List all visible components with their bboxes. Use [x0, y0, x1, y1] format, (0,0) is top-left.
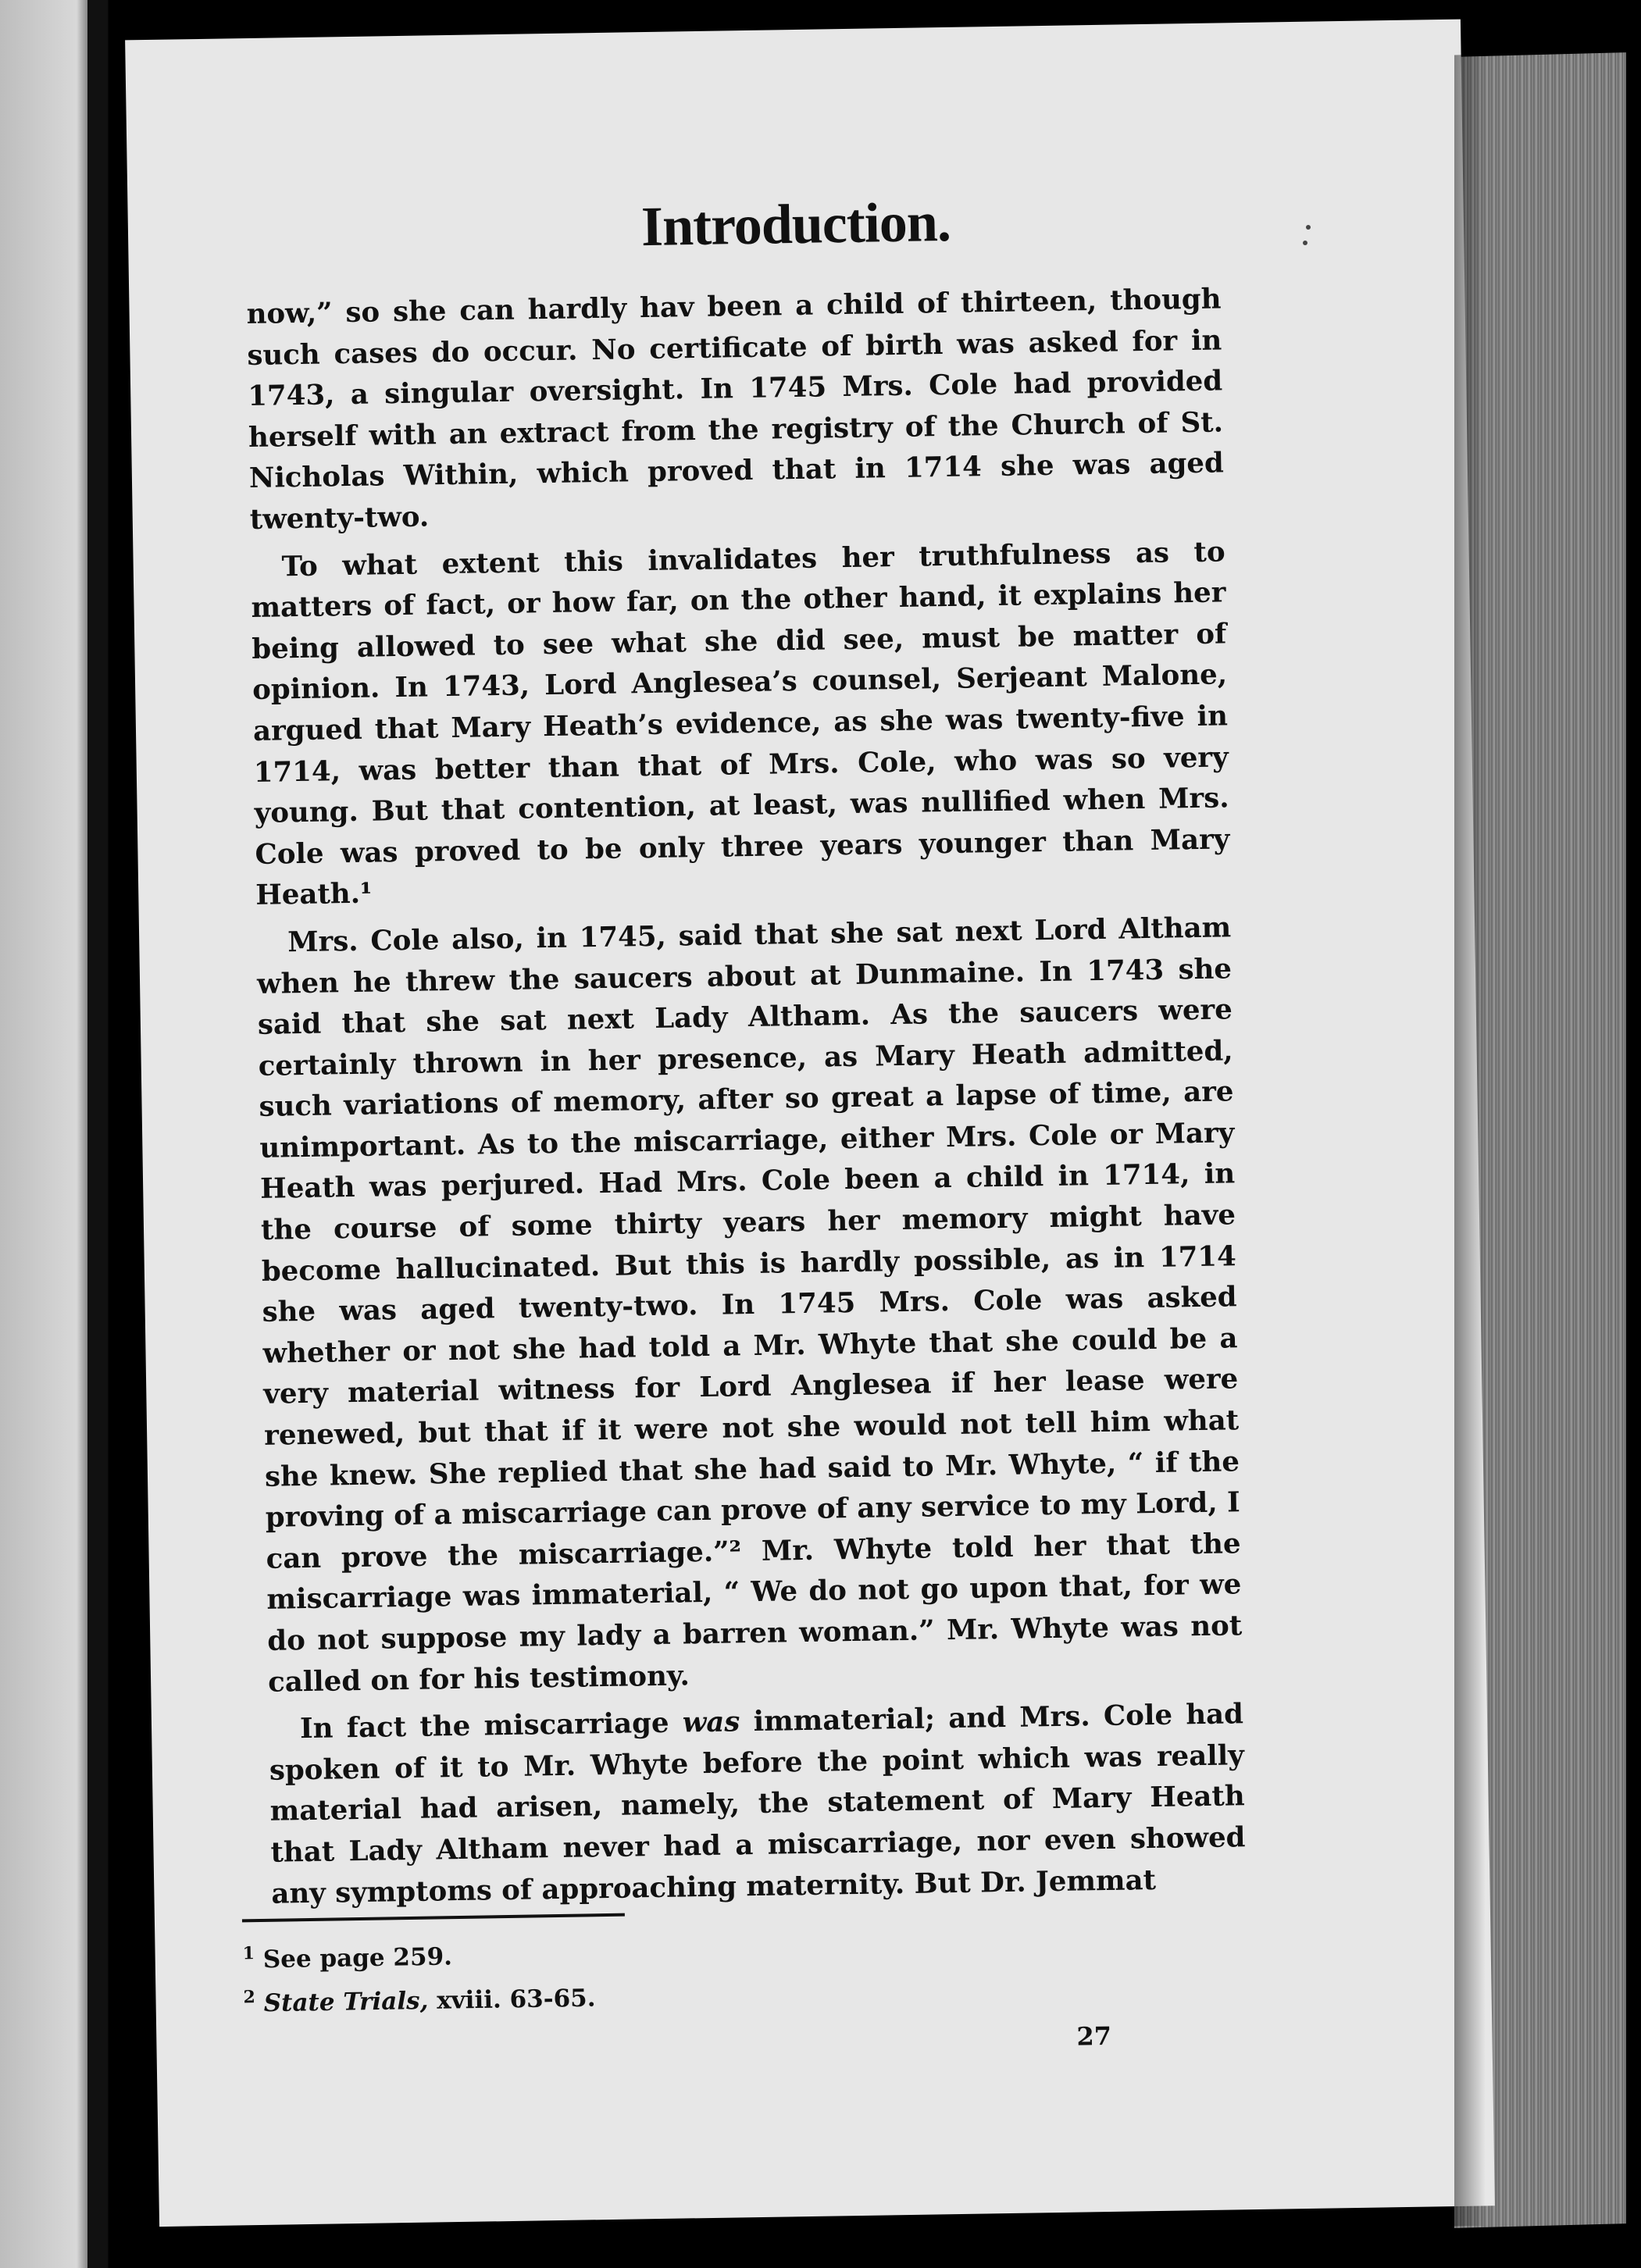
footnote-text: xviii. 63-65. [428, 1984, 596, 2016]
footnote-divider [242, 1913, 625, 1923]
paragraph: Mrs. Cole also, in 1745, said that she sat next Lord Altham when he threw the saucers about at Dunmaine. In 1743 she said that she sat next Lady Altham. As the saucers were certainly thrown in her presence, as Mary Heath admitted, such variations of memory, after so great a lapse of time, are unimportant. As to the miscarriage, either Mrs. Cole or Mary Heath was perjured. Had Mrs. Cole been a child in 1714, in the course of some thirty years her memory might have become hallucinated. But this is hardly possible, as in 1714 she was aged twenty-two. In 1745 Mrs. Cole was asked whether or not she had told a Mr. Whyte that she could be a very material witness for Lord Anglesea if her lease were renewed, but that if it were not she would not tell him what she knew. She replied that she had said to Mr. Whyte, “ if the proving of a miscarriage can prove of any service to my Lord, I can prove the miscarriage.”² Mr. Whyte told her that the miscarriage was immaterial, “ We do not go upon that, for we do not suppose my lady a barren woman.” Mr. Whyte was not called on for his testimony. [256, 911, 1243, 1699]
footnote-mark: 1 [242, 1943, 255, 1964]
paragraph: now,” so she can hardly hav been a child of thirteen, though such cases do occur. No certificate of birth was asked for in 1743, a singular oversight. In 1745 Mrs. Cole had provided herself with an extract from the registry of the Church of St. Nicholas Within, which proved that in 1714 she was aged twenty-two. [246, 283, 1225, 536]
dust-speck [1306, 225, 1311, 230]
page-title: Introduction. [640, 190, 951, 259]
footnotes [242, 1924, 947, 2023]
page-edge-shadow [1454, 54, 1486, 2226]
footnote-text: See page 259. [262, 1942, 453, 1974]
paragraph-text: immaterial; and Mrs. Cole had spoken of it to Mr. Whyte before the point which was really material had arisen, namely, the statement of Mary Heath that Lady Altham never had a miscarriage, nor even showed any symptoms of approaching maternity. But Dr. Jemmat [269, 1698, 1246, 1910]
facing-page-edge [0, 0, 109, 2268]
paragraph-text: In fact the miscarriage [299, 1706, 683, 1746]
dust-speck [1303, 241, 1307, 245]
footnote-source: State Trials, [263, 1987, 429, 2018]
book-page [125, 20, 1495, 2227]
gutter-shadow [87, 0, 108, 2268]
body-text [246, 279, 1246, 1915]
page-number: 27 [1076, 2020, 1112, 2052]
paragraph [269, 1694, 1247, 1915]
footnote-mark: 2 [243, 1987, 256, 2008]
emphasis-text: was [682, 1706, 740, 1739]
paragraph: To what extent this invalidates her truthfulness as to matters of fact, or how far, on the other hand, it explains her being allowed to see what she did see, must be matter of opinion. In 1743, Lord Anglesea’s counsel, Serjeant Malone, argued that Mary Heath’s evidence, as she was twenty-five in 1714, was better than that of Mrs. Cole, who was so very young. But that contention, at least, was nullified when Mrs. Cole was proved to be only three years younger than Mary Heath.¹ [251, 535, 1230, 912]
